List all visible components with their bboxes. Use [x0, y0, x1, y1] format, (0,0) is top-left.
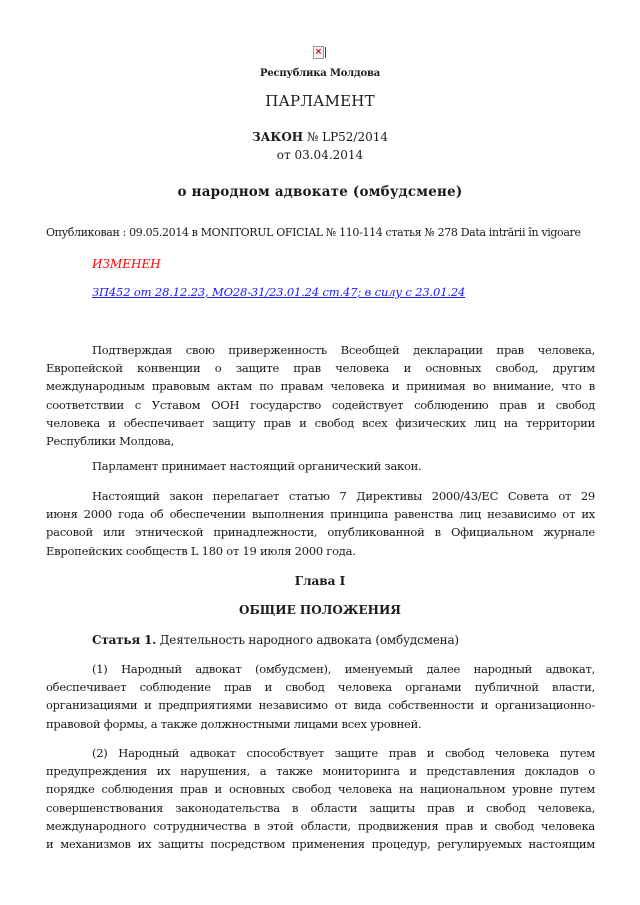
text-line: июня 2000 года об обеспечении выполнения принципа равенства лиц независимо от их: [46, 507, 595, 522]
text-line: международного сотрудничества в этой области, продвижения прав и свобод человека: [46, 818, 595, 833]
preamble-paragraph-3: [46, 487, 595, 560]
amendment-link[interactable]: ЗП452 от 28.12.23, MO28-31/23.01.24 ст.47; в силу с 23.01.24: [92, 285, 466, 299]
text-line: Республики Молдова,: [46, 434, 175, 449]
text-line: Подтверждая свою приверженность Всеобщей декларации прав человека,: [92, 343, 595, 357]
text-line: Настоящий закон перелагает статью 7 Директивы 2000/43/ЕС Совета от 29: [92, 489, 595, 503]
text-line: организациями и предприятиями независимо от вида собственности и организационно-: [46, 698, 595, 713]
article-heading: [92, 633, 459, 647]
text-line: обеспечивает соблюдение прав и свобод человека органами публичной власти,: [46, 680, 595, 695]
article-title: Деятельность народного адвоката (омбудсмена): [156, 633, 459, 647]
preamble-paragraph-2: [46, 457, 595, 475]
text-line: правовой формы, а также должностными лицами всех уровней.: [46, 716, 422, 731]
amendment-status: ИЗМЕНЕН: [92, 257, 161, 271]
text-line: Парламент принимает настоящий органический закон.: [92, 459, 422, 473]
broken-image-icon: ×: [314, 47, 323, 57]
text-line: (2) Народный адвокат способствует защите прав и свобод человека путем: [92, 746, 595, 760]
law-number-value: № LP52/2014: [303, 130, 389, 144]
text-line: предупреждения их нарушения, а также мониторинга и представления докладов о: [46, 764, 595, 779]
chapter-number: Глава I: [294, 574, 346, 588]
text-line: человека и обеспечивает защиту прав и свобод всех физических лиц на территории: [46, 415, 595, 430]
republic-label: Республика Молдова: [260, 68, 380, 79]
article-1-paragraph-1: [46, 660, 595, 733]
chapter-title: ОБЩИЕ ПОЛОЖЕНИЯ: [239, 603, 401, 617]
law-date: от 03.04.2014: [276, 148, 364, 162]
publication-info: Опубликован : 09.05.2014 в MONITORUL OFICIAL № 110-114 статья № 278 Data intrării în vigoare: [46, 226, 581, 239]
law-label: ЗАКОН: [251, 130, 304, 144]
text-line: и механизмов их защиты посредством применения процедур, регулируемых настоящим: [46, 837, 595, 852]
text-line: международным правовым актам по правам человека и принимая во внимание, что в: [46, 379, 595, 394]
law-number: [0, 130, 640, 144]
preamble-paragraph-1: [46, 341, 595, 450]
text-line: Европейских сообществ L 180 от 19 июля 2000 года.: [46, 543, 356, 558]
text-line: Европейской конвенции о защите прав человека и основных свобод, другим: [46, 361, 595, 376]
text-line: (1) Народный адвокат (омбудсмен), именуемый далее народный адвокат,: [92, 662, 595, 676]
text-line: расовой или этнической принадлежности, опубликованной в Официальном журнале: [46, 525, 595, 540]
text-line: порядке соблюдения прав и основных свобод человека на национальном уровне путем: [46, 782, 595, 797]
institution-title: ПАРЛАМЕНТ: [265, 92, 375, 110]
article-1-paragraph-2: [46, 744, 595, 853]
article-label: Статья 1.: [92, 633, 157, 647]
text-line: совершенствования законодательства в области защиты прав и свобод человека,: [46, 800, 595, 815]
law-title: о народном адвокате (омбудсмене): [177, 184, 463, 200]
text-line: соответствии с Уставом ООН государство содействует соблюдению прав и свобод: [46, 397, 595, 412]
